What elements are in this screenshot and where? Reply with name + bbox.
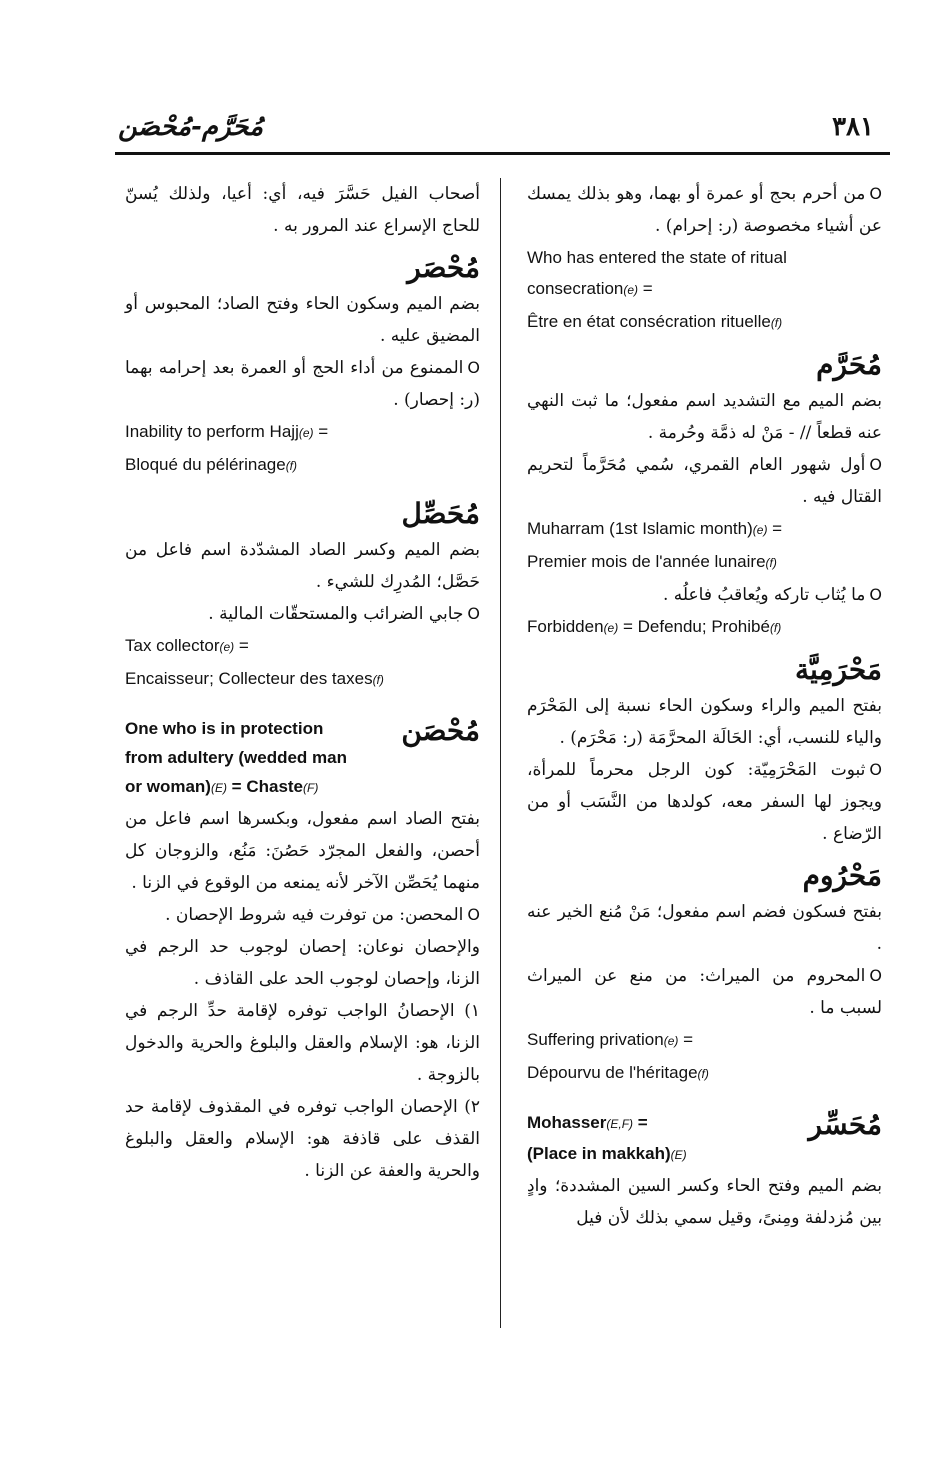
english-gloss: One who is in protection [125, 719, 324, 738]
definition: بفتح فسكون فضم اسم مفعول؛ مَنْ مُنع الخير عنه . [527, 902, 882, 954]
sense-paragraph: Oمن أحرم بحج أو عمرة أو بهما، وهو بذلك يمسك عن أشياء مخصوصة (ر: إحرام) . [527, 184, 882, 236]
french-gloss: Premier mois de l'année lunaire(f) [527, 552, 777, 571]
header-rule [115, 152, 890, 155]
definition: بضم الميم وسكون الحاء وفتح الصاد؛ المحبوس أو المضيق عليه . [125, 294, 480, 346]
bullet-circle: O [467, 905, 480, 924]
english-french-gloss: Forbidden(e) = Defendu; Prohibé(f) [527, 617, 782, 636]
english-gloss: Tax collector(e) = [125, 636, 249, 655]
paragraph: والإحصان نوعان: إحصان لوجوب حد الرجم في الزنا، وإحصان لوجوب الحد على القاذف . [125, 937, 480, 989]
headword-muharram: مُحَرَّم [816, 348, 882, 381]
sense-paragraph: Oأول شهور العام القمري، سُمي مُحَرَّماً لتحريم القتال فيه . [527, 455, 882, 507]
bullet-circle: O [869, 184, 882, 203]
french-gloss: Être en état consécration rituelle(f) [527, 312, 783, 331]
english-gloss: consecration(e) = [527, 279, 653, 298]
definition: بفتح الميم والراء وسكون الحاء نسبة إلى المَحْرَم والياء للنسب، أي: الحَالَة المحرَّمَة (ر: مَحْرَم) . [527, 696, 882, 748]
headword-muhassil: مُحَصِّل [401, 497, 480, 530]
continued-definition: أصحاب الفيل حَسَّرَ فيه، أي: أعيا، ولذلك يُسنّ للحاج الإسراع عند المرور به . [125, 184, 480, 236]
english-gloss: Suffering privation(e) = [527, 1030, 694, 1049]
bullet-circle: O [467, 604, 480, 623]
headword-mahrum: مَحْرُوم [802, 859, 882, 892]
english-gloss: Inability to perform Hajj(e) = [125, 422, 329, 441]
headword-muhassir: مُحَسِّر [808, 1108, 882, 1141]
numbered-paragraph: ١) الإحصانُ الواجب توفره لإقامة حدِّ الرجم في الزنا، هو: الإسلام والعقل والبلوغ والحرية والدخول بالزوجة . [125, 1001, 480, 1085]
bullet-circle: O [467, 358, 480, 377]
english-gloss: (Place in makkah)(E) [527, 1144, 687, 1163]
headword-muhsan: مُحْصَن [401, 714, 480, 747]
english-gloss: Muharram (1st Islamic month)(e) = [527, 519, 783, 538]
left-column [125, 178, 480, 1187]
french-gloss: Dépourvu de l'héritage(f) [527, 1063, 709, 1082]
english-french-gloss: or woman)(E) = Chaste(F) [125, 777, 319, 796]
headword-muhsar: مُحْصَر [407, 251, 480, 284]
column-divider [500, 178, 501, 1328]
page-number: ٣٨١ [832, 112, 874, 142]
running-title: مُحَرَّم-مُحْصَن [118, 112, 263, 142]
spacer [125, 482, 480, 488]
definition: بضم الميم مع التشديد اسم مفعول؛ ما ثبت النهي عنه قطعاً // - مَنْ له ذمَّة وحُرمة . [527, 391, 882, 443]
sense-paragraph: Oالمحصن: من توفرت فيه شروط الإحصان . [165, 905, 480, 925]
sense-paragraph: Oالممنوع من أداء الحج أو العمرة بعد إحرامه بهما (ر: إحصار) . [125, 358, 480, 410]
english-gloss: Who has entered the state of ritual [527, 248, 787, 267]
english-gloss: Mohasser(E,F) = [527, 1113, 648, 1132]
bullet-circle: O [869, 585, 882, 604]
bullet-circle: O [869, 455, 882, 474]
entry-muhsan [125, 714, 480, 803]
bullet-circle: O [869, 760, 882, 779]
right-column [527, 178, 882, 1234]
french-gloss: Encaisseur; Collecteur des taxes(f) [125, 669, 384, 688]
definition: بضم الميم وكسر الصاد المشدّدة اسم فاعل من حَصَّل؛ المُدرِك للشيء . [125, 540, 480, 592]
definition: بضم الميم وفتح الحاء وكسر السين المشددة؛ وادٍ بين مُزدلفة ومِنىً، وقيل سمي بذلك لأن فيل [527, 1176, 882, 1228]
definition: بفتح الصاد اسم مفعول، وبكسرها اسم فاعل من أحصن، والفعل المجرّد حَصُنَ: مَنُع، والزوجان كل منهما يُحَصِّن الآخر لأنه يمنعه من الوقوع في الزنا . [125, 809, 480, 893]
bullet-circle: O [869, 966, 882, 985]
numbered-paragraph: ٢) الإحصان الواجب توفره في المقذوف لإقامة حد القذف على قاذفة هو: الإسلام والعقل والبلوغ والحرية والعفة عن الزنا . [125, 1097, 480, 1181]
sense-paragraph: Oالمحروم من الميراث: من منع عن الميراث لسبب ما . [527, 966, 882, 1018]
english-gloss: from adultery (wedded man [125, 748, 347, 767]
headword-mahramiyya: مَحْرَمِيَّة [795, 653, 882, 686]
entry-muhassir [527, 1108, 882, 1170]
sense-paragraph: Oما يُثاب تاركه ويُعاقبُ فاعلُه . [662, 585, 882, 605]
sense-paragraph: Oجابي الضرائب والمستحقّات المالية . [208, 604, 480, 624]
french-gloss: Bloqué du pélérinage(f) [125, 455, 298, 474]
sense-paragraph: Oثبوت المَحْرَمِيّة: كون الرجل محرماً للمرأة، ويجوز لها السفر معه، كولدها من النَّسَب أو من الرّضاع . [527, 760, 882, 844]
